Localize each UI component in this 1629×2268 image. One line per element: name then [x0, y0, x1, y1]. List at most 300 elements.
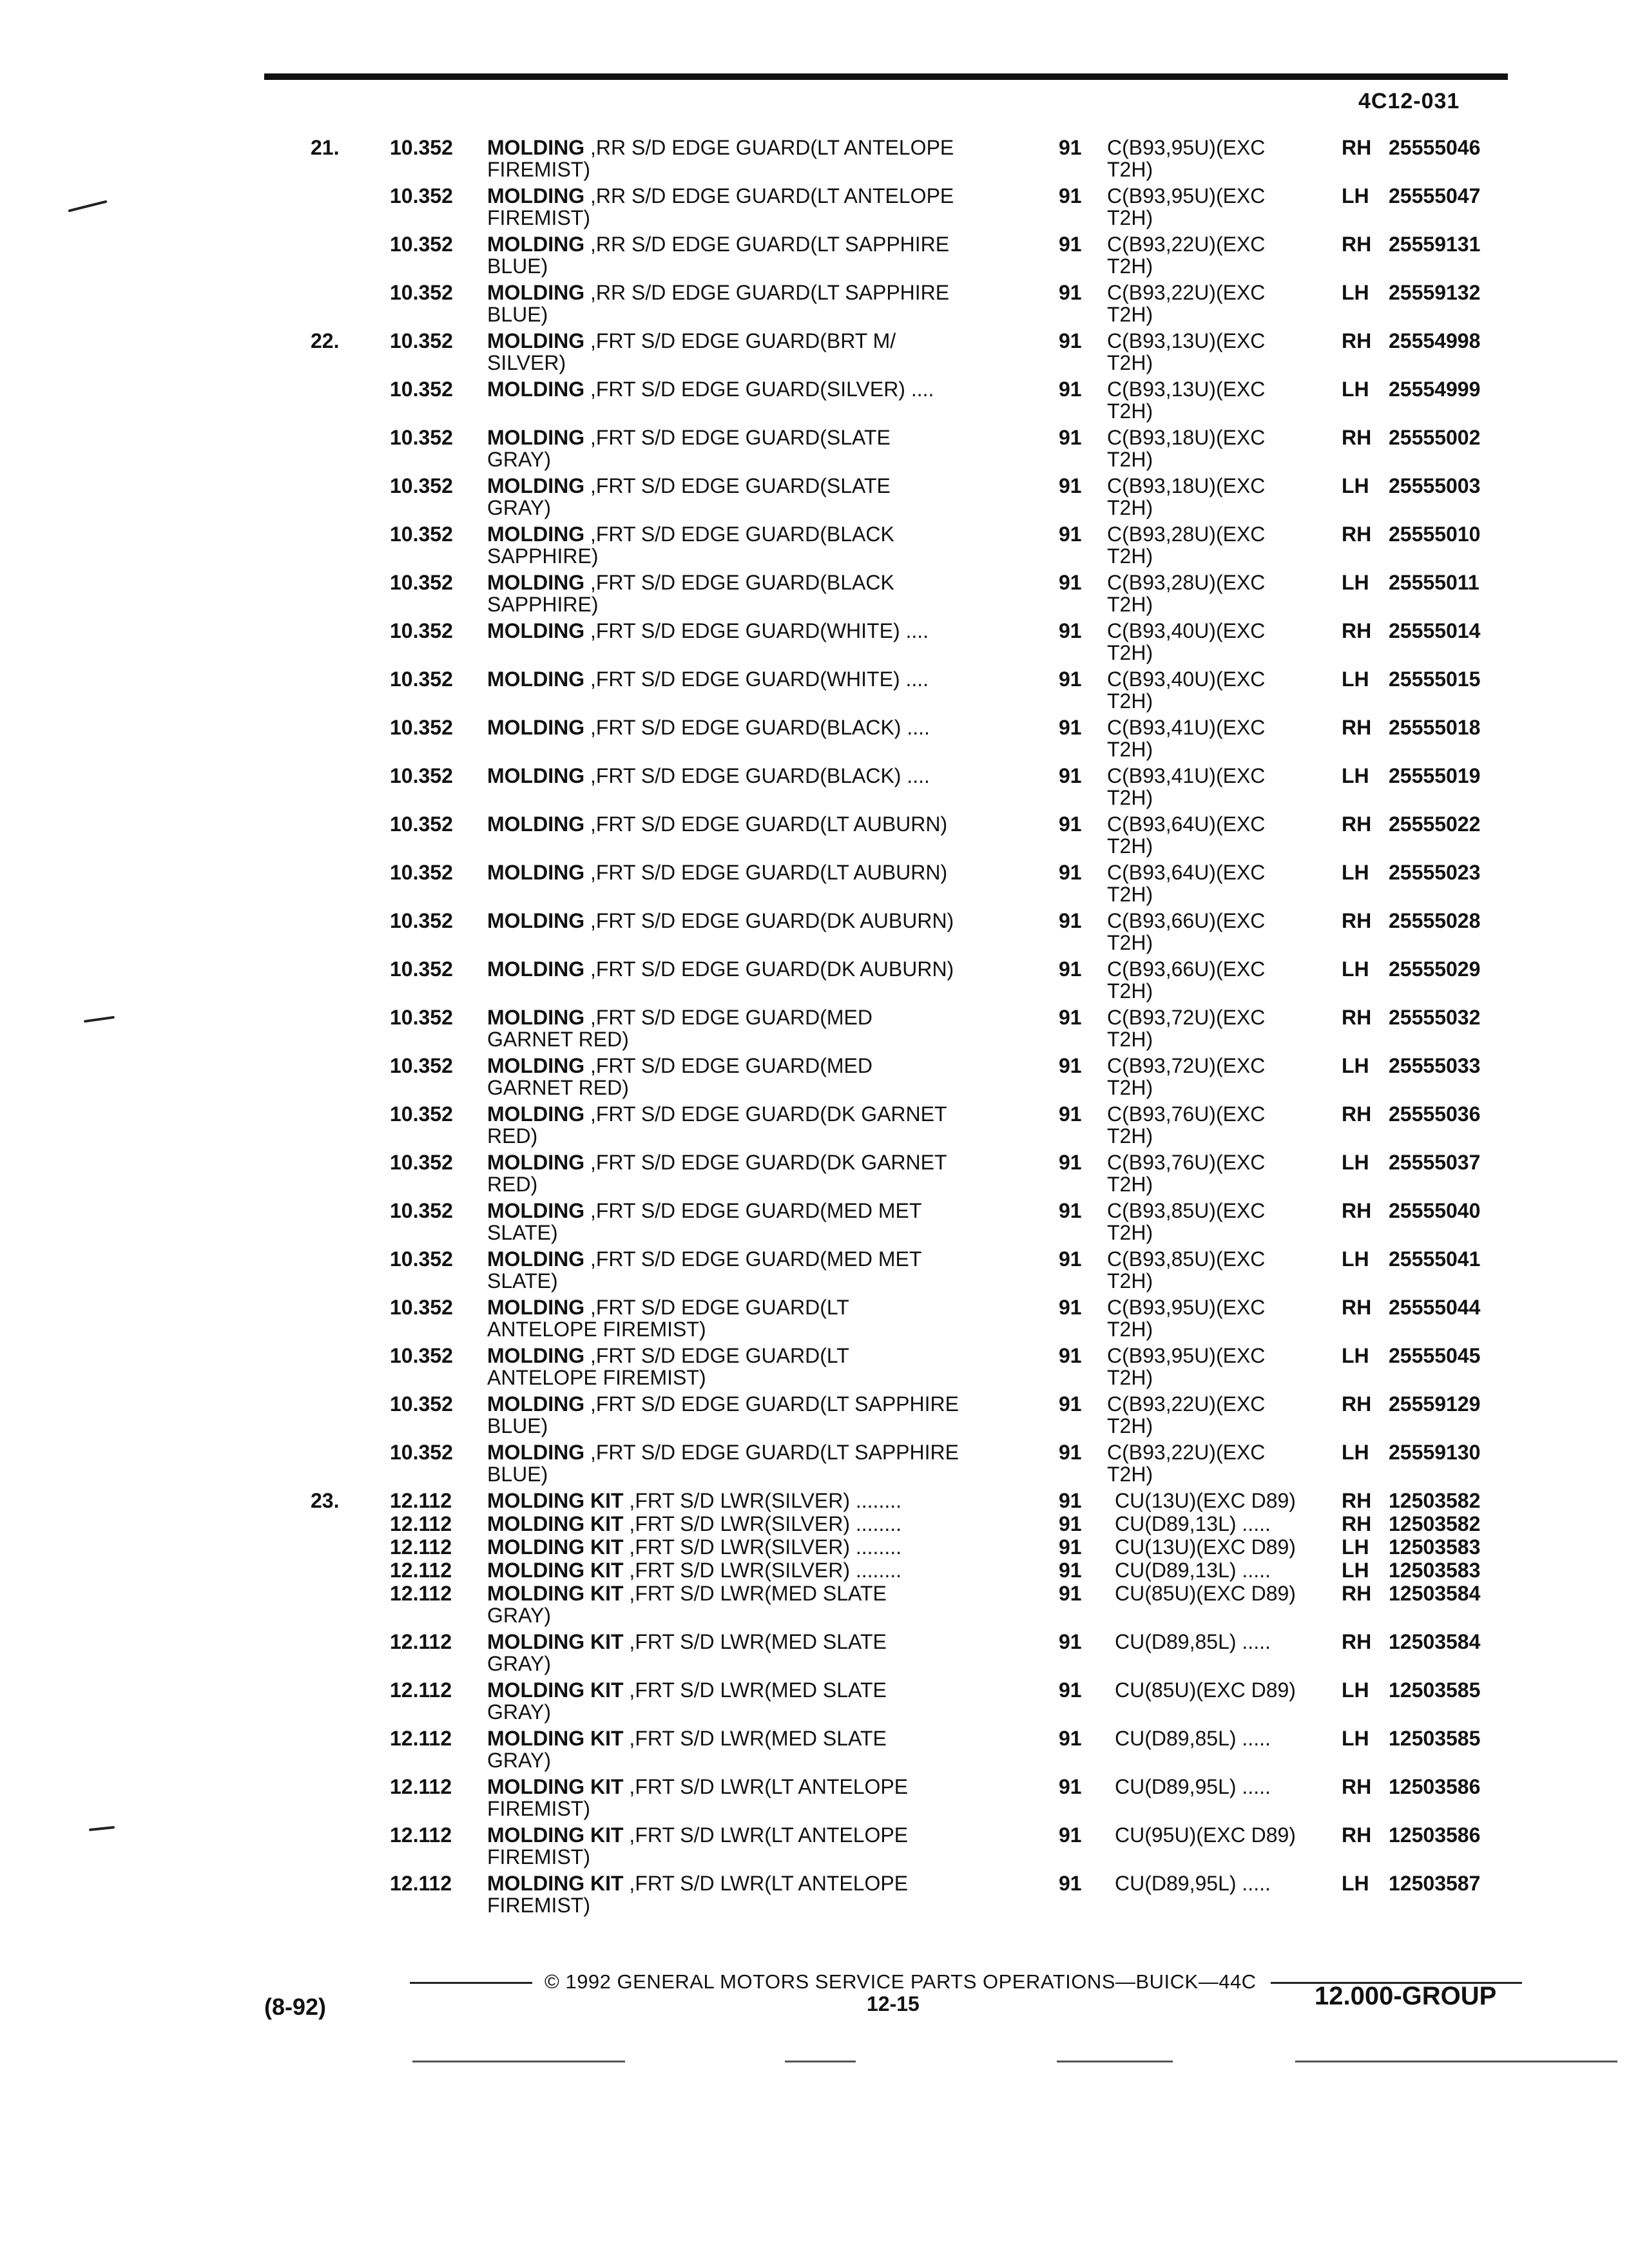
group-number: 10.352	[390, 136, 453, 159]
part-description	[487, 378, 934, 400]
group-number: 12.112	[390, 1727, 452, 1750]
part-name: MOLDING	[487, 957, 585, 981]
group-number: 12.112	[390, 1512, 452, 1535]
part-number: 25559131	[1389, 233, 1481, 256]
table-row	[0, 1441, 1629, 1490]
table-row	[0, 282, 1629, 330]
usage-code-continued: T2H)	[1107, 1463, 1153, 1486]
table-row	[0, 861, 1629, 910]
model-year: 91	[1059, 1535, 1082, 1559]
side-indicator: RH	[1342, 1199, 1372, 1222]
part-number: 25555046	[1389, 136, 1481, 159]
table-row	[0, 378, 1629, 427]
part-description	[487, 137, 954, 159]
usage-code: C(B93,64U)(EXC	[1107, 812, 1266, 836]
part-number: 12503582	[1389, 1512, 1481, 1535]
part-name: MOLDING	[487, 184, 585, 207]
model-year: 91	[1059, 1344, 1082, 1367]
group-number: 10.352	[390, 1296, 453, 1319]
table-row	[0, 1679, 1629, 1727]
usage-code-continued: T2H)	[1107, 1414, 1153, 1437]
usage-code: C(B93,95U)(EXC	[1107, 136, 1266, 159]
usage-code: C(B93,64U)(EXC	[1107, 861, 1266, 884]
model-year: 91	[1059, 426, 1082, 449]
part-description	[487, 1776, 908, 1798]
header-rule	[264, 73, 1508, 80]
part-name: MOLDING	[487, 426, 585, 449]
side-indicator: LH	[1342, 1054, 1369, 1077]
table-row	[0, 765, 1629, 813]
group-number: 10.352	[390, 619, 453, 642]
part-name: MOLDING	[487, 136, 585, 159]
usage-code: CU(D89,85L) .....	[1115, 1727, 1271, 1750]
part-number: 12503582	[1389, 1489, 1481, 1512]
part-name: MOLDING	[487, 1247, 585, 1271]
part-number: 25555018	[1389, 716, 1481, 739]
usage-code: C(B93,66U)(EXC	[1107, 909, 1266, 932]
part-number: 25559130	[1389, 1441, 1481, 1464]
group-number: 10.352	[390, 1006, 453, 1029]
part-number: 25555032	[1389, 1006, 1481, 1029]
part-description-continued: BLUE)	[487, 1414, 548, 1437]
part-description	[487, 233, 949, 255]
part-name: MOLDING KIT	[487, 1678, 624, 1702]
side-indicator: LH	[1342, 861, 1369, 884]
part-description-text: ,FRT S/D LWR(SILVER) ........	[629, 1512, 901, 1535]
part-description-continued: BLUE)	[487, 255, 548, 278]
part-description-continued: BLUE)	[487, 1463, 548, 1486]
table-row	[0, 1490, 1629, 1513]
table-row	[0, 427, 1629, 475]
part-description	[487, 1248, 921, 1270]
usage-code: C(B93,95U)(EXC	[1107, 1344, 1266, 1367]
usage-code: C(B93,18U)(EXC	[1107, 426, 1266, 449]
table-row	[0, 910, 1629, 958]
group-number: 10.352	[390, 1392, 453, 1416]
part-name: MOLDING	[487, 1054, 585, 1077]
part-number: 25555022	[1389, 812, 1481, 836]
part-description	[487, 620, 929, 642]
footer-rule	[785, 2061, 856, 2062]
part-number: 12503584	[1389, 1630, 1481, 1653]
part-name: MOLDING KIT	[487, 1823, 624, 1847]
part-description	[487, 1490, 901, 1512]
part-description	[487, 1151, 947, 1173]
usage-code: C(B93,28U)(EXC	[1107, 523, 1266, 546]
usage-code-continued: T2H)	[1107, 1221, 1153, 1244]
model-year: 91	[1059, 1872, 1082, 1895]
part-description-continued: ANTELOPE FIREMIST)	[487, 1318, 706, 1341]
usage-code-continued: T2H)	[1107, 883, 1153, 906]
part-description-text: ,RR S/D EDGE GUARD(LT ANTELOPE	[590, 136, 954, 159]
usage-code: C(B93,41U)(EXC	[1107, 764, 1266, 787]
part-number: 25555028	[1389, 909, 1481, 932]
group-number: 10.352	[390, 1199, 453, 1222]
side-indicator: LH	[1342, 1441, 1369, 1464]
usage-code: CU(85U)(EXC D89)	[1115, 1582, 1296, 1605]
usage-code: C(B93,28U)(EXC	[1107, 571, 1266, 594]
group-number: 10.352	[390, 474, 453, 497]
part-name: MOLDING	[487, 861, 585, 884]
part-name: MOLDING	[487, 764, 585, 787]
model-year: 91	[1059, 571, 1082, 594]
copyright-text: © 1992 GENERAL MOTORS SERVICE PARTS OPERATIONS—BUICK—44C	[545, 1970, 1257, 1993]
usage-code: C(B93,40U)(EXC	[1107, 619, 1266, 642]
table-row	[0, 1776, 1629, 1824]
table-row	[0, 1248, 1629, 1296]
group-number: 12.112	[390, 1489, 452, 1512]
usage-code: C(B93,22U)(EXC	[1107, 281, 1266, 304]
side-indicator: RH	[1342, 1489, 1372, 1512]
part-description	[487, 1559, 901, 1581]
part-name: MOLDING	[487, 1344, 585, 1367]
footer-rule	[1057, 2061, 1173, 2062]
part-description-text: ,FRT S/D LWR(LT ANTELOPE	[629, 1775, 909, 1798]
part-number: 25555045	[1389, 1344, 1481, 1367]
model-year: 91	[1059, 281, 1082, 304]
usage-code-continued: T2H)	[1107, 206, 1153, 229]
group-number: 12.112	[390, 1582, 452, 1605]
part-name: MOLDING	[487, 1102, 585, 1126]
part-description-text: ,FRT S/D LWR(MED SLATE	[629, 1727, 887, 1750]
part-description-continued: SAPPHIRE)	[487, 593, 599, 616]
part-description-text: ,FRT S/D EDGE GUARD(DK AUBURN)	[590, 909, 954, 932]
part-description-text: ,FRT S/D EDGE GUARD(SLATE	[590, 474, 891, 497]
side-indicator: LH	[1342, 184, 1369, 207]
table-row	[0, 1536, 1629, 1559]
part-description	[487, 1393, 959, 1415]
part-description-text: ,FRT S/D EDGE GUARD(MED MET	[590, 1199, 922, 1222]
model-year: 91	[1059, 1006, 1082, 1029]
part-description-continued: ANTELOPE FIREMIST)	[487, 1366, 706, 1389]
part-number: 25555010	[1389, 523, 1481, 546]
usage-code: C(B93,22U)(EXC	[1107, 1392, 1266, 1416]
table-row	[0, 572, 1629, 620]
table-row	[0, 1582, 1629, 1631]
group-number: 10.352	[390, 764, 453, 787]
part-description-text: ,FRT S/D LWR(MED SLATE	[629, 1582, 887, 1605]
table-row	[0, 1055, 1629, 1103]
table-row	[0, 813, 1629, 861]
table-row	[0, 137, 1629, 185]
part-description-continued: GARNET RED)	[487, 1028, 629, 1051]
part-description-continued: GRAY)	[487, 1604, 551, 1627]
part-description	[487, 813, 947, 835]
group-number: 10.352	[390, 184, 453, 207]
part-number: 25555015	[1389, 668, 1481, 691]
model-year: 91	[1059, 716, 1082, 739]
part-description	[487, 1006, 872, 1028]
usage-code: CU(D89,13L) .....	[1115, 1559, 1271, 1582]
model-year: 91	[1059, 909, 1082, 932]
part-number: 25555002	[1389, 426, 1481, 449]
side-indicator: LH	[1342, 281, 1369, 304]
table-row	[0, 185, 1629, 233]
part-name: MOLDING KIT	[487, 1559, 624, 1582]
part-description-continued: GRAY)	[487, 496, 551, 519]
group-number: 10.352	[390, 957, 453, 981]
part-number: 25555014	[1389, 619, 1481, 642]
table-row	[0, 716, 1629, 765]
part-number: 25559129	[1389, 1392, 1481, 1416]
table-row	[0, 1345, 1629, 1393]
part-name: MOLDING	[487, 909, 585, 932]
usage-code-continued: T2H)	[1107, 1366, 1153, 1389]
group-number: 10.352	[390, 378, 453, 401]
usage-code-continued: T2H)	[1107, 738, 1153, 761]
part-description-continued: GRAY)	[487, 1749, 551, 1772]
model-year: 91	[1059, 1678, 1082, 1702]
part-description	[487, 861, 947, 883]
part-number: 12503586	[1389, 1823, 1481, 1847]
part-description-text: ,FRT S/D EDGE GUARD(MED	[590, 1054, 872, 1077]
part-name: MOLDING	[487, 378, 585, 401]
side-indicator: LH	[1342, 957, 1369, 981]
part-description	[487, 475, 891, 497]
part-number: 25555036	[1389, 1102, 1481, 1126]
part-description-text: ,FRT S/D LWR(LT ANTELOPE	[629, 1872, 909, 1895]
part-number: 12503584	[1389, 1582, 1481, 1605]
table-row	[0, 1824, 1629, 1872]
group-number: 10.352	[390, 233, 453, 256]
part-name: MOLDING KIT	[487, 1727, 624, 1750]
group-number: 12.112	[390, 1678, 452, 1702]
model-year: 91	[1059, 233, 1082, 256]
usage-code-continued: T2H)	[1107, 399, 1153, 423]
part-description-text: ,FRT S/D EDGE GUARD(LT SAPPHIRE	[590, 1441, 959, 1464]
side-indicator: RH	[1342, 523, 1372, 546]
part-description	[487, 1824, 908, 1846]
usage-code-continued: T2H)	[1107, 1124, 1153, 1148]
side-indicator: LH	[1342, 764, 1369, 787]
usage-code: C(B93,22U)(EXC	[1107, 233, 1266, 256]
part-description	[487, 282, 949, 303]
group-number: 12.112	[390, 1535, 452, 1559]
part-description-text: ,FRT S/D LWR(MED SLATE	[629, 1630, 887, 1653]
side-indicator: RH	[1342, 1102, 1372, 1126]
group-number: 10.352	[390, 1441, 453, 1464]
side-indicator: LH	[1342, 1247, 1369, 1271]
part-description	[487, 958, 954, 980]
model-year: 91	[1059, 1727, 1082, 1750]
group-number: 10.352	[390, 716, 453, 739]
model-year: 91	[1059, 1392, 1082, 1416]
part-description-text: ,FRT S/D EDGE GUARD(SLATE	[590, 426, 891, 449]
part-number: 25555033	[1389, 1054, 1481, 1077]
part-name: MOLDING	[487, 1392, 585, 1416]
usage-code-continued: T2H)	[1107, 641, 1153, 664]
part-name: MOLDING	[487, 571, 585, 594]
usage-code: C(B93,13U)(EXC	[1107, 329, 1266, 352]
side-indicator: RH	[1342, 1006, 1372, 1029]
table-row	[0, 1393, 1629, 1441]
part-description-text: ,FRT S/D EDGE GUARD(DK AUBURN)	[590, 957, 954, 981]
usage-code: C(B93,22U)(EXC	[1107, 1441, 1266, 1464]
part-description-text: ,FRT S/D EDGE GUARD(WHITE) ....	[590, 619, 929, 642]
model-year: 91	[1059, 184, 1082, 207]
model-year: 91	[1059, 861, 1082, 884]
part-description-text: ,FRT S/D EDGE GUARD(LT SAPPHIRE	[590, 1392, 959, 1416]
part-name: MOLDING	[487, 1296, 585, 1319]
part-description	[487, 572, 894, 593]
model-year: 91	[1059, 1630, 1082, 1653]
usage-code: C(B93,40U)(EXC	[1107, 668, 1266, 691]
part-description	[487, 1513, 901, 1535]
part-description	[487, 330, 896, 352]
part-description	[487, 1536, 901, 1558]
part-number: 25555041	[1389, 1247, 1481, 1271]
reference-number: 22.	[311, 329, 340, 352]
usage-code-continued: T2H)	[1107, 593, 1153, 616]
part-name: MOLDING	[487, 474, 585, 497]
footer-rule	[410, 1982, 532, 1984]
model-year: 91	[1059, 1441, 1082, 1464]
part-description-text: ,FRT S/D EDGE GUARD(SILVER) ....	[590, 378, 934, 401]
part-description-text: ,FRT S/D EDGE GUARD(DK GARNET	[590, 1102, 947, 1126]
table-row	[0, 1513, 1629, 1536]
usage-code-continued: T2H)	[1107, 351, 1153, 374]
side-indicator: RH	[1342, 1582, 1372, 1605]
group-number: 10.352	[390, 668, 453, 691]
usage-code: C(B93,85U)(EXC	[1107, 1199, 1266, 1222]
group-number: 12.112	[390, 1630, 452, 1653]
part-name: MOLDING	[487, 1199, 585, 1222]
part-description	[487, 765, 930, 787]
part-name: MOLDING	[487, 233, 585, 256]
part-description	[487, 523, 894, 545]
side-indicator: RH	[1342, 329, 1372, 352]
part-description-continued: SLATE)	[487, 1269, 558, 1293]
part-number: 25554998	[1389, 329, 1481, 352]
usage-code-continued: T2H)	[1107, 979, 1153, 1003]
table-row	[0, 1872, 1629, 1921]
part-name: MOLDING	[487, 523, 585, 546]
part-description-continued: FIREMIST)	[487, 158, 590, 181]
model-year: 91	[1059, 136, 1082, 159]
part-description	[487, 1872, 908, 1894]
table-row	[0, 620, 1629, 668]
model-year: 91	[1059, 619, 1082, 642]
part-name: MOLDING	[487, 281, 585, 304]
part-number: 12503583	[1389, 1535, 1481, 1559]
usage-code-continued: T2H)	[1107, 1028, 1153, 1051]
part-description-text: ,RR S/D EDGE GUARD(LT SAPPHIRE	[590, 281, 950, 304]
part-description-continued: GRAY)	[487, 448, 551, 471]
side-indicator: RH	[1342, 1392, 1372, 1416]
model-year: 91	[1059, 1102, 1082, 1126]
group-number: 12.112	[390, 1872, 452, 1895]
side-indicator: RH	[1342, 426, 1372, 449]
usage-code-continued: T2H)	[1107, 496, 1153, 519]
usage-code: C(B93,72U)(EXC	[1107, 1006, 1266, 1029]
side-indicator: LH	[1342, 668, 1369, 691]
side-indicator: RH	[1342, 1512, 1372, 1535]
usage-code: C(B93,66U)(EXC	[1107, 957, 1266, 981]
model-year: 91	[1059, 329, 1082, 352]
footer-rule	[1295, 2061, 1617, 2062]
part-name: MOLDING KIT	[487, 1775, 624, 1798]
part-name: MOLDING	[487, 1151, 585, 1174]
usage-code: C(B93,76U)(EXC	[1107, 1151, 1266, 1174]
group-number: 10.352	[390, 812, 453, 836]
part-name: MOLDING KIT	[487, 1582, 624, 1605]
side-indicator: LH	[1342, 571, 1369, 594]
usage-code: C(B93,95U)(EXC	[1107, 184, 1266, 207]
part-description-text: ,FRT S/D EDGE GUARD(DK GARNET	[590, 1151, 947, 1174]
part-name: MOLDING	[487, 668, 585, 691]
part-description-continued: GARNET RED)	[487, 1076, 629, 1099]
side-indicator: RH	[1342, 1630, 1372, 1653]
side-indicator: RH	[1342, 1296, 1372, 1319]
group-number: 12.112	[390, 1823, 452, 1847]
group-number: 10.352	[390, 1151, 453, 1174]
page-number: 12-15	[867, 1992, 920, 2015]
part-name: MOLDING KIT	[487, 1872, 624, 1895]
table-row	[0, 1559, 1629, 1582]
part-description-continued: RED)	[487, 1124, 538, 1148]
table-row	[0, 523, 1629, 572]
part-number: 12503585	[1389, 1678, 1481, 1702]
part-description-text: ,FRT S/D EDGE GUARD(BLACK) ....	[590, 764, 930, 787]
part-description-text: ,FRT S/D EDGE GUARD(LT AUBURN)	[590, 812, 948, 836]
model-year: 91	[1059, 1151, 1082, 1174]
part-description-text: ,FRT S/D EDGE GUARD(BRT M/	[590, 329, 896, 352]
part-number: 12503583	[1389, 1559, 1481, 1582]
model-year: 91	[1059, 378, 1082, 401]
side-indicator: LH	[1342, 1344, 1369, 1367]
part-description-continued: FIREMIST)	[487, 206, 590, 229]
part-name: MOLDING KIT	[487, 1630, 624, 1653]
table-row	[0, 1200, 1629, 1248]
part-description-text: ,FRT S/D EDGE GUARD(WHITE) ....	[590, 668, 929, 691]
usage-code-continued: T2H)	[1107, 255, 1153, 278]
part-name: MOLDING	[487, 1006, 585, 1029]
part-name: MOLDING	[487, 329, 585, 352]
side-indicator: LH	[1342, 1727, 1369, 1750]
part-name: MOLDING KIT	[487, 1512, 624, 1535]
table-row	[0, 1727, 1629, 1776]
model-year: 91	[1059, 523, 1082, 546]
group-number: 10.352	[390, 1054, 453, 1077]
part-number: 25555023	[1389, 861, 1481, 884]
side-indicator: LH	[1342, 474, 1369, 497]
part-description-text: ,FRT S/D LWR(SILVER) ........	[629, 1535, 901, 1559]
side-indicator: LH	[1342, 1678, 1369, 1702]
part-description-text: ,RR S/D EDGE GUARD(LT ANTELOPE	[590, 184, 954, 207]
part-name: MOLDING	[487, 812, 585, 836]
usage-code: C(B93,18U)(EXC	[1107, 474, 1266, 497]
table-row	[0, 958, 1629, 1006]
usage-code-continued: T2H)	[1107, 786, 1153, 809]
model-year: 91	[1059, 957, 1082, 981]
part-description	[487, 185, 954, 207]
model-year: 91	[1059, 1199, 1082, 1222]
usage-code: C(B93,76U)(EXC	[1107, 1102, 1266, 1126]
part-description	[487, 1582, 887, 1604]
reference-number: 23.	[311, 1489, 340, 1512]
part-description	[487, 1296, 849, 1318]
usage-code: C(B93,72U)(EXC	[1107, 1054, 1266, 1077]
part-description-text: ,FRT S/D EDGE GUARD(LT AUBURN)	[590, 861, 948, 884]
part-number: 25554999	[1389, 378, 1481, 401]
usage-code: CU(95U)(EXC D89)	[1115, 1823, 1296, 1847]
side-indicator: LH	[1342, 1535, 1369, 1559]
side-indicator: RH	[1342, 619, 1372, 642]
part-name: MOLDING	[487, 619, 585, 642]
part-description-continued: FIREMIST)	[487, 1894, 590, 1917]
usage-code-continued: T2H)	[1107, 1076, 1153, 1099]
group-number: 10.352	[390, 861, 453, 884]
